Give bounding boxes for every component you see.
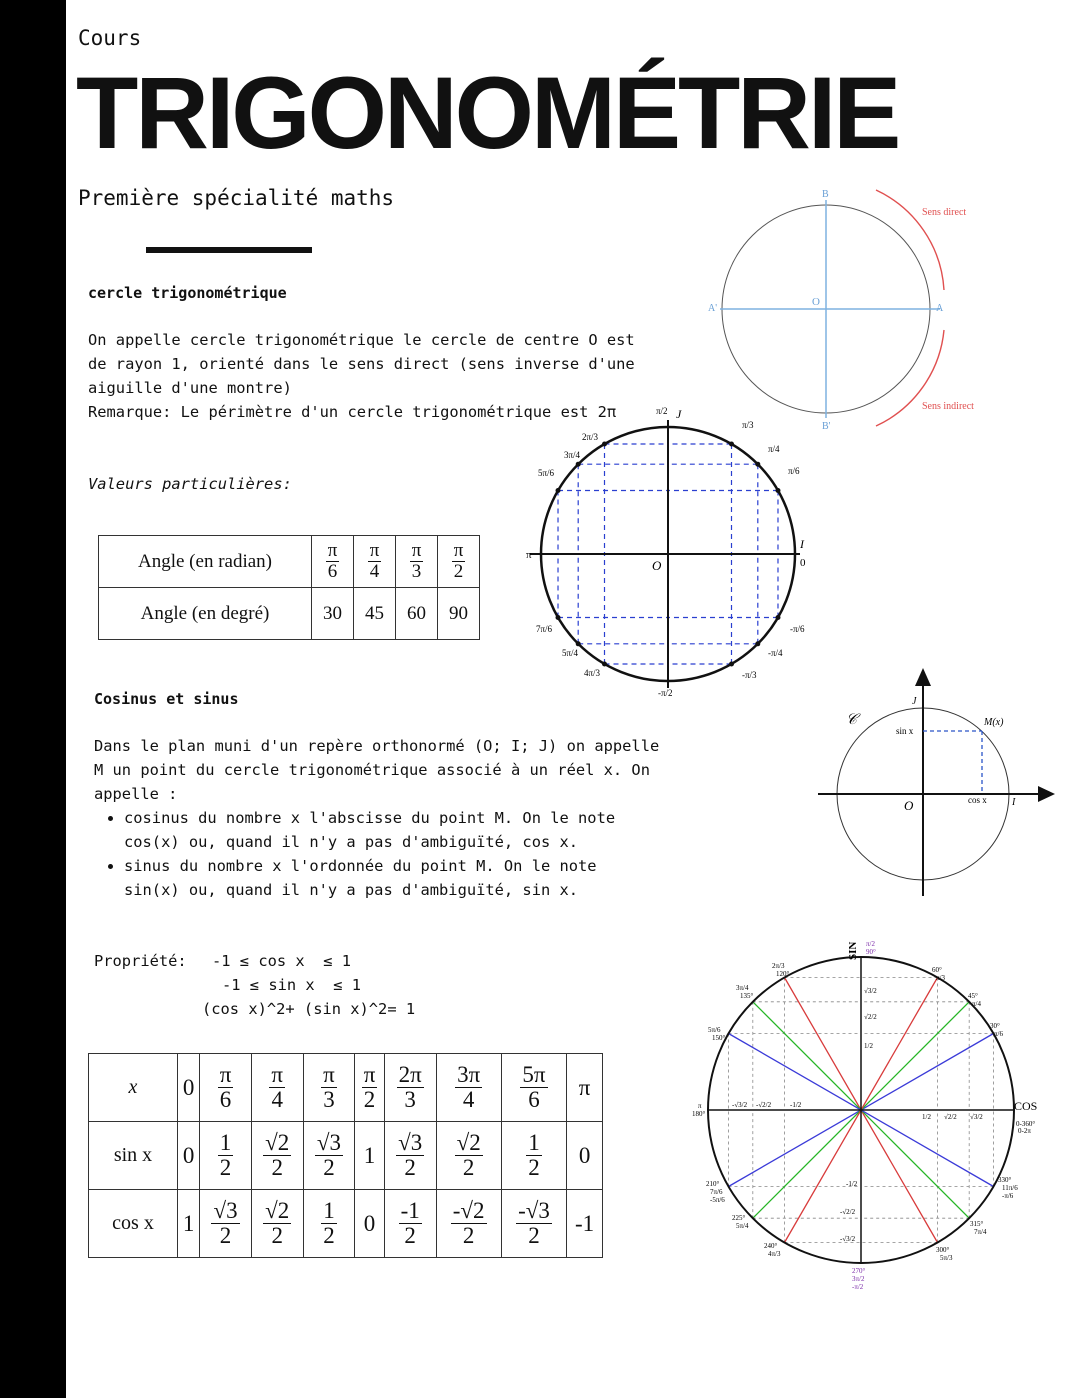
circle-label: 5π/3 xyxy=(940,1254,953,1262)
row-label-x: x xyxy=(89,1054,178,1122)
cos-cell xyxy=(251,1190,303,1258)
denominator: 4 xyxy=(369,561,380,582)
denominator: 2 xyxy=(528,1223,540,1248)
x-cell xyxy=(355,1054,385,1122)
diagram-sin-cos xyxy=(812,664,1062,899)
angle-label: π/4 xyxy=(768,444,780,454)
circle-label: 150° xyxy=(712,1034,726,1042)
denominator: 4 xyxy=(462,1087,475,1112)
circle-label: √3/2 xyxy=(864,987,877,995)
denominator: 4 xyxy=(271,1087,283,1112)
bullet-cosinus: • cosinus du nombre x l'abscisse du point M. On le note cos(x) ou, quand il n'y a pas d'ambiguïté, cos x. xyxy=(124,806,639,854)
label-J: J xyxy=(676,407,682,421)
circle-label: 60° xyxy=(932,966,942,974)
circle-label: 270° xyxy=(852,1267,866,1275)
label-C: 𝒞 xyxy=(846,712,857,728)
circle-label: √3/2 xyxy=(970,1113,983,1121)
circle-label: π/3 xyxy=(936,974,945,982)
row-label-degree: Angle (en degré) xyxy=(99,588,312,640)
circle-label: 180° xyxy=(692,1110,706,1118)
circle-label: -π/2 xyxy=(852,1283,864,1291)
diagram-full-trig-circle xyxy=(680,930,1060,1298)
angle-label: -π/2 xyxy=(658,688,673,698)
circle-label: 225° xyxy=(732,1214,746,1222)
label-A: A xyxy=(936,303,944,314)
fraction xyxy=(326,541,340,582)
fraction xyxy=(218,1063,234,1112)
sin-cell xyxy=(501,1122,566,1190)
fraction xyxy=(368,541,382,582)
circle-label: -√2/2 xyxy=(840,1208,856,1216)
cos-cell xyxy=(567,1190,603,1258)
arrow-direct xyxy=(876,190,944,290)
label-O: O xyxy=(812,296,820,308)
degree-cell: 30 xyxy=(312,588,354,640)
degree-cell: 45 xyxy=(354,588,396,640)
fraction xyxy=(455,1131,483,1180)
section1-paragraph: On appelle cercle trigonométrique le cercle de centre O est de rayon 1, orienté dans le sens direct (sens inverse d'une aiguille d'une montre) xyxy=(88,331,635,397)
fraction xyxy=(362,1063,378,1112)
circle-label: -5π/6 xyxy=(710,1196,725,1204)
table-angles xyxy=(98,535,480,640)
cos-cell xyxy=(303,1190,355,1258)
denominator: 6 xyxy=(219,1087,232,1112)
denominator: 6 xyxy=(528,1087,540,1112)
label-pi: π xyxy=(526,549,532,561)
circle-label: 0-360° xyxy=(1016,1120,1036,1128)
x-cell xyxy=(251,1054,303,1122)
label-O: O xyxy=(904,798,914,813)
numerator: π xyxy=(219,1061,232,1087)
numerator: 2π xyxy=(398,1061,422,1087)
fraction xyxy=(218,1131,234,1180)
angle-label: 4π/3 xyxy=(584,668,601,678)
angle-label: 3π/4 xyxy=(564,450,581,460)
numerator: 1 xyxy=(528,1129,540,1155)
cos-cell-value: -1 xyxy=(574,1210,595,1236)
row-label-radian: Angle (en radian) xyxy=(99,536,312,588)
label-O: O xyxy=(652,558,662,573)
denominator: 2 xyxy=(462,1155,475,1180)
angle-label: -π/6 xyxy=(790,624,805,634)
angle-label: 5π/6 xyxy=(538,468,555,478)
property-line-1: -1 ≤ cos x ≤ 1 xyxy=(212,952,351,970)
circle-label: 120° xyxy=(776,970,790,978)
angle-label: π/6 xyxy=(788,466,800,476)
section2-paragraph: Dans le plan muni d'un repère orthonormé (O; I; J) on appelle M un point du cercle trigonométrique associé à un réel x. On appelle : xyxy=(94,737,660,803)
numerator: √2 xyxy=(456,1129,481,1155)
numerator: π xyxy=(323,1061,335,1087)
radian-cell xyxy=(354,536,396,588)
numerator: -1 xyxy=(400,1197,420,1223)
section1-remark: Remarque: Le périmètre d'un cercle trigonométrique est 2π xyxy=(88,403,617,421)
radian-cell xyxy=(396,536,438,588)
row-label-sin: sin x xyxy=(89,1122,178,1190)
sin-cell xyxy=(355,1122,385,1190)
fraction xyxy=(410,541,424,582)
circle-label: π/2 xyxy=(866,940,875,948)
denominator: 3 xyxy=(404,1087,416,1112)
degree-cell: 60 xyxy=(396,588,438,640)
numerator: π xyxy=(369,540,380,562)
circle-label: √2/2 xyxy=(864,1013,877,1021)
circle-label: 330° xyxy=(998,1176,1012,1184)
sin-cell xyxy=(384,1122,436,1190)
x-cell-value: 0 xyxy=(182,1074,195,1100)
circle-label: 4π/3 xyxy=(768,1250,781,1258)
angle-label: -π/3 xyxy=(742,670,757,680)
numerator: π xyxy=(453,540,464,562)
circle-label: 7π/6 xyxy=(710,1188,723,1196)
fraction xyxy=(452,541,466,582)
numerator: π xyxy=(363,1061,376,1087)
values-heading: Valeurs particulières: xyxy=(88,475,292,493)
label-sens-direct: Sens direct xyxy=(922,207,967,218)
section-heading-cosinus-sinus: Cosinus et sinus xyxy=(94,690,239,708)
cos-cell xyxy=(501,1190,566,1258)
circle-label: π/6 xyxy=(994,1030,1003,1038)
section-heading-cercle: cercle trigonométrique xyxy=(88,284,287,302)
sin-cell-value: 0 xyxy=(578,1142,591,1168)
sin-cell-value: 1 xyxy=(363,1142,376,1168)
circle-label: √2/2 xyxy=(944,1113,957,1121)
x-cell-value: π xyxy=(578,1074,591,1100)
circle-label: -1/2 xyxy=(846,1180,858,1188)
degree-cell: 90 xyxy=(438,588,480,640)
circle-label: 0-2π xyxy=(1018,1127,1031,1135)
circle-label: 45° xyxy=(968,992,978,1000)
label-zero: 0 xyxy=(800,557,806,569)
bullet-sinus: • sinus du nombre x l'ordonnée du point M. On le note sin(x) ou, quand il n'y a pas d'ambiguïté, sin x. xyxy=(124,854,639,902)
sin-cell xyxy=(303,1122,355,1190)
angle-label: 7π/6 xyxy=(536,624,553,634)
circle-label: 7π/4 xyxy=(974,1228,987,1236)
property-label: Propriété: xyxy=(94,952,187,970)
numerator: 1 xyxy=(323,1197,335,1223)
numerator: -√2 xyxy=(452,1197,485,1223)
circle-label: 1/2 xyxy=(922,1113,931,1121)
numerator: 1 xyxy=(219,1129,232,1155)
section2-bullets xyxy=(94,806,639,902)
circle-label: -√3/2 xyxy=(732,1101,748,1109)
sin-cell xyxy=(178,1122,200,1190)
fraction xyxy=(321,1063,337,1112)
sin-cell-value: 0 xyxy=(182,1142,195,1168)
cos-cell xyxy=(436,1190,501,1258)
circle-label: 5π/6 xyxy=(708,1026,721,1034)
cos-cell xyxy=(384,1190,436,1258)
label-A-prime: A' xyxy=(708,303,718,314)
numerator: √2 xyxy=(265,1197,290,1223)
x-cell xyxy=(303,1054,355,1122)
fraction xyxy=(396,1131,424,1180)
property-line-2: -1 ≤ sin x ≤ 1 xyxy=(222,976,361,994)
property-line-3: (cos x)^2+ (sin x)^2= 1 xyxy=(202,1000,416,1018)
label-sens-indirect: Sens indirect xyxy=(922,401,974,412)
page-title: TRIGONOMÉTRIE xyxy=(76,56,899,170)
kicker: Cours xyxy=(78,26,142,50)
fraction xyxy=(263,1199,291,1248)
left-sidebar-bar xyxy=(0,0,66,1398)
circle-label: 30° xyxy=(990,1022,1000,1030)
circle-label: 315° xyxy=(970,1220,984,1228)
numerator: 5π xyxy=(522,1061,546,1087)
fraction xyxy=(520,1063,547,1112)
numerator: π xyxy=(411,540,422,562)
fraction xyxy=(211,1199,239,1248)
circle-label: 3π/4 xyxy=(736,984,749,992)
circle-label: -√3/2 xyxy=(840,1235,856,1243)
cos-cell xyxy=(355,1190,385,1258)
x-cell xyxy=(436,1054,501,1122)
cos-cell-value: 0 xyxy=(363,1210,376,1236)
denominator: 2 xyxy=(363,1087,376,1112)
subtitle: Première spécialité maths xyxy=(78,186,395,210)
x-cell xyxy=(384,1054,436,1122)
circle-label: 90° xyxy=(866,948,876,956)
numerator: π xyxy=(327,540,338,562)
fraction xyxy=(315,1131,343,1180)
circle-label: 1/2 xyxy=(864,1042,873,1050)
fraction xyxy=(516,1199,552,1248)
denominator: 3 xyxy=(323,1087,335,1112)
label-sin-axis: SIN xyxy=(847,941,859,960)
label-sinx: sin x xyxy=(896,726,914,736)
fraction xyxy=(397,1063,424,1112)
radian-cell xyxy=(438,536,480,588)
label-B: B xyxy=(822,189,829,200)
circle-label: -π/6 xyxy=(1002,1192,1014,1200)
angle-label: π/3 xyxy=(742,420,754,430)
denominator: 2 xyxy=(323,1223,335,1248)
label-J: J xyxy=(912,696,917,707)
radian-cell xyxy=(312,536,354,588)
diagram-unit-circle xyxy=(520,400,820,710)
denominator: 2 xyxy=(453,561,464,582)
fraction xyxy=(321,1199,337,1248)
arrow-y xyxy=(915,668,931,686)
cos-cell xyxy=(200,1190,252,1258)
circle-label: π/4 xyxy=(972,1000,981,1008)
label-M: M(x) xyxy=(984,717,1004,728)
label-I: I xyxy=(800,537,804,551)
denominator: 2 xyxy=(219,1223,232,1248)
table-sin-cos xyxy=(88,1053,603,1258)
arrow-x xyxy=(1038,786,1055,802)
circle-label: π xyxy=(698,1102,702,1110)
denominator: 2 xyxy=(404,1223,416,1248)
fraction xyxy=(263,1131,291,1180)
sin-cell xyxy=(567,1122,603,1190)
numerator: 3π xyxy=(457,1061,481,1087)
circle-label: 3π/2 xyxy=(852,1275,865,1283)
denominator: 2 xyxy=(404,1155,416,1180)
circle-label: 2π/3 xyxy=(772,962,785,970)
numerator: -√3 xyxy=(518,1197,550,1223)
denominator: 2 xyxy=(219,1155,232,1180)
label-I: I xyxy=(1012,797,1016,808)
sin-cell xyxy=(200,1122,252,1190)
fraction xyxy=(455,1063,482,1112)
row-label-cos: cos x xyxy=(89,1190,178,1258)
x-cell xyxy=(200,1054,252,1122)
circle-label: 11π/6 xyxy=(1002,1184,1018,1192)
angle-label: 5π/4 xyxy=(562,648,579,658)
label-cos-axis: COS xyxy=(1014,1099,1038,1113)
angle-labels xyxy=(536,406,805,698)
angle-label: 2π/3 xyxy=(582,432,599,442)
circle-label: -1/2 xyxy=(790,1101,802,1109)
denominator: 2 xyxy=(271,1155,283,1180)
denominator: 2 xyxy=(528,1155,540,1180)
denominator: 2 xyxy=(271,1223,283,1248)
divider xyxy=(146,247,312,253)
numerator: √2 xyxy=(265,1129,290,1155)
circle-label: 5π/4 xyxy=(736,1222,749,1230)
sin-cell xyxy=(436,1122,501,1190)
denominator: 6 xyxy=(327,561,338,582)
denominator: 2 xyxy=(323,1155,335,1180)
numerator: √3 xyxy=(316,1129,341,1155)
fraction xyxy=(399,1199,422,1248)
numerator: √3 xyxy=(213,1197,238,1223)
denominator: 3 xyxy=(411,561,422,582)
label-B-prime: B' xyxy=(822,421,831,432)
circle-label: 210° xyxy=(706,1180,720,1188)
fraction xyxy=(269,1063,285,1112)
circle-label: 135° xyxy=(740,992,754,1000)
angle-label: π/2 xyxy=(656,406,668,416)
fraction xyxy=(526,1131,542,1180)
denominator: 2 xyxy=(462,1223,475,1248)
label-cosx: cos x xyxy=(968,795,987,805)
circle-label: 300° xyxy=(936,1246,950,1254)
x-cell xyxy=(567,1054,603,1122)
x-cell xyxy=(501,1054,566,1122)
angle-label: -π/4 xyxy=(768,648,783,658)
cos-cell xyxy=(178,1190,200,1258)
circle-label: 240° xyxy=(764,1242,778,1250)
sin-cell xyxy=(251,1122,303,1190)
cos-cell-value: 1 xyxy=(182,1210,195,1236)
numerator: √3 xyxy=(398,1129,423,1155)
circle-label: -√2/2 xyxy=(756,1101,772,1109)
fraction xyxy=(451,1199,487,1248)
numerator: π xyxy=(271,1061,284,1087)
x-cell xyxy=(178,1054,200,1122)
